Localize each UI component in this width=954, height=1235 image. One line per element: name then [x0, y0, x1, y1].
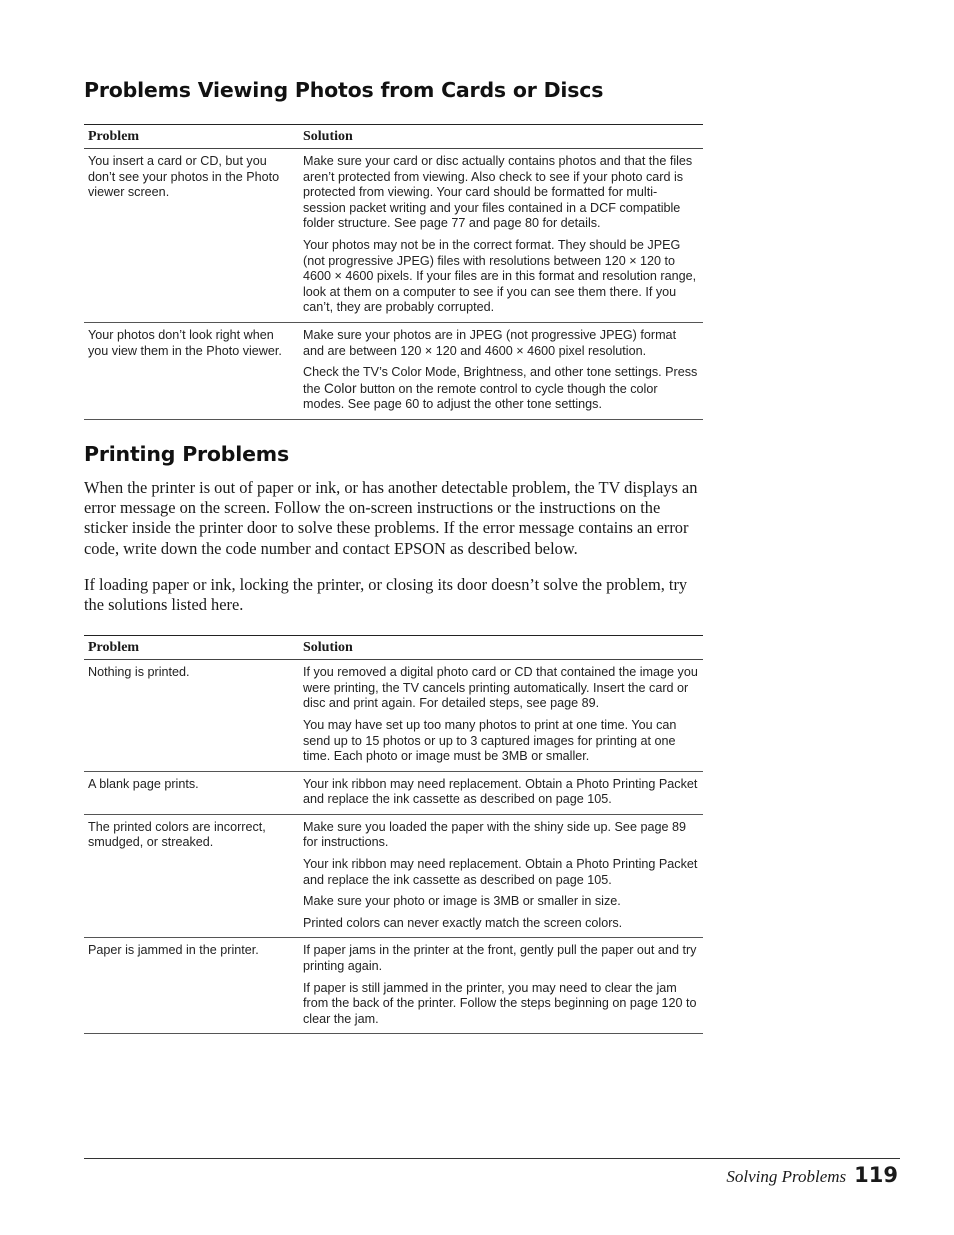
footer-divider: [84, 1158, 900, 1159]
solution-text: Printed colors can never exactly match the screen colors.: [303, 915, 623, 930]
solution-text: Make sure your card or disc actually contains photos and that the files aren’t protected from viewing. Also check to see if your photo card is protected from viewing. Your card should be formatted for multi-session packet writing and your files contained in a DCF compatible folder structure. See page 77 and page 80 for details.: [303, 154, 693, 231]
solution-cell: [299, 814, 703, 938]
table-row: [84, 938, 703, 1034]
solution-text: If paper is still jammed in the printer, you may need to clear the jam from the back of the printer. Follow the steps beginning on page 120 to clear the jam.: [303, 980, 697, 1026]
solution-text-part: button on the remote control to cycle though the color modes. See page 60 to adjust the other tone settings.: [303, 381, 658, 412]
solution-cell: [299, 771, 703, 814]
problem-cell: Your photos don’t look right when you view them in the Photo viewer.: [84, 322, 299, 419]
printing-problems-table: [84, 635, 703, 1034]
table-header-row: [84, 125, 703, 149]
table-row: [84, 149, 703, 323]
page-content: [84, 76, 704, 1034]
section-heading-printing: Printing Problems: [84, 441, 289, 466]
body-paragraph: If loading paper or ink, locking the printer, or closing its door doesn’t solve the problem, try the solutions listed here.: [84, 574, 688, 614]
page-footer: [726, 1163, 898, 1187]
solution-text: If paper jams in the printer at the front, gently pull the paper out and try printing again.: [303, 943, 697, 974]
page-number: 119: [854, 1163, 898, 1187]
problem-cell: The printed colors are incorrect, smudged, or streaked.: [84, 814, 299, 938]
solution-cell: [299, 938, 703, 1034]
problem-cell: You insert a card or CD, but you don’t see your photos in the Photo viewer screen.: [84, 149, 299, 323]
color-button-name: Color: [324, 380, 357, 396]
viewing-problems-table: [84, 124, 703, 420]
solution-text: If you removed a digital photo card or CD that contained the image you were printing, the TV cancels printing automatically. Insert the card or disc and print again. For detailed steps, see page 89.: [303, 665, 698, 711]
table-row: [84, 322, 703, 419]
column-header-problem: Problem: [84, 636, 299, 660]
solution-text-part: Check the TV’s Color Mode, Brightness, and other tone settings. Press the: [303, 365, 698, 396]
problem-cell: Nothing is printed.: [84, 660, 299, 772]
solution-text: Your ink ribbon may need replacement. Obtain a Photo Printing Packet and replace the ink cassette as described on page 105.: [303, 776, 698, 807]
solution-cell: [299, 660, 703, 772]
solution-cell: [299, 149, 703, 323]
problem-cell: Paper is jammed in the printer.: [84, 938, 299, 1034]
solution-text: Make sure your photos are in JPEG (not progressive JPEG) format and are between 120 × 120 and 4600 × 4600 pixel resolution.: [303, 327, 677, 358]
solution-cell: [299, 322, 703, 419]
table-row: [84, 771, 703, 814]
column-header-problem: Problem: [84, 125, 299, 149]
table-row: [84, 814, 703, 938]
solution-text: Your photos may not be in the correct format. They should be JPEG (not progressive JPEG) files with resolutions between 120 × 120 to 4600 × 4600 pixels. If your files are in this format and resolution range, look at them on a computer to see if you can see them there. If you can’t, they are probably corrupted.: [303, 237, 697, 315]
table-header-row: [84, 636, 703, 660]
table-row: [84, 660, 703, 772]
solution-text-color-button: [303, 365, 699, 413]
body-paragraph: When the printer is out of paper or ink, or has another detectable problem, the TV displays an error message on the screen. Follow the on-screen instructions or the instructions on the sticker inside the printer door to solve these problems. If the error message contains an error code, write down the code number and contact EPSON as described below.: [84, 477, 698, 558]
solution-text: Make sure your photo or image is 3MB or smaller in size.: [303, 894, 621, 909]
column-header-solution: Solution: [299, 125, 703, 149]
solution-text: You may have set up too many photos to print at one time. You can send up to 15 photos or up to 3 captured images for printing at one time. Each photo or image must be 3MB or smaller.: [303, 717, 677, 764]
problem-cell: A blank page prints.: [84, 771, 299, 814]
column-header-solution: Solution: [299, 636, 703, 660]
footer-section-title: Solving Problems: [726, 1167, 847, 1186]
solution-text: Make sure you loaded the paper with the shiny side up. See page 89 for instructions.: [303, 819, 686, 850]
section-heading-viewing-photos: Problems Viewing Photos from Cards or Discs: [84, 78, 604, 102]
solution-text: Your ink ribbon may need replacement. Obtain a Photo Printing Packet and replace the ink cassette as described on page 105.: [303, 857, 698, 887]
